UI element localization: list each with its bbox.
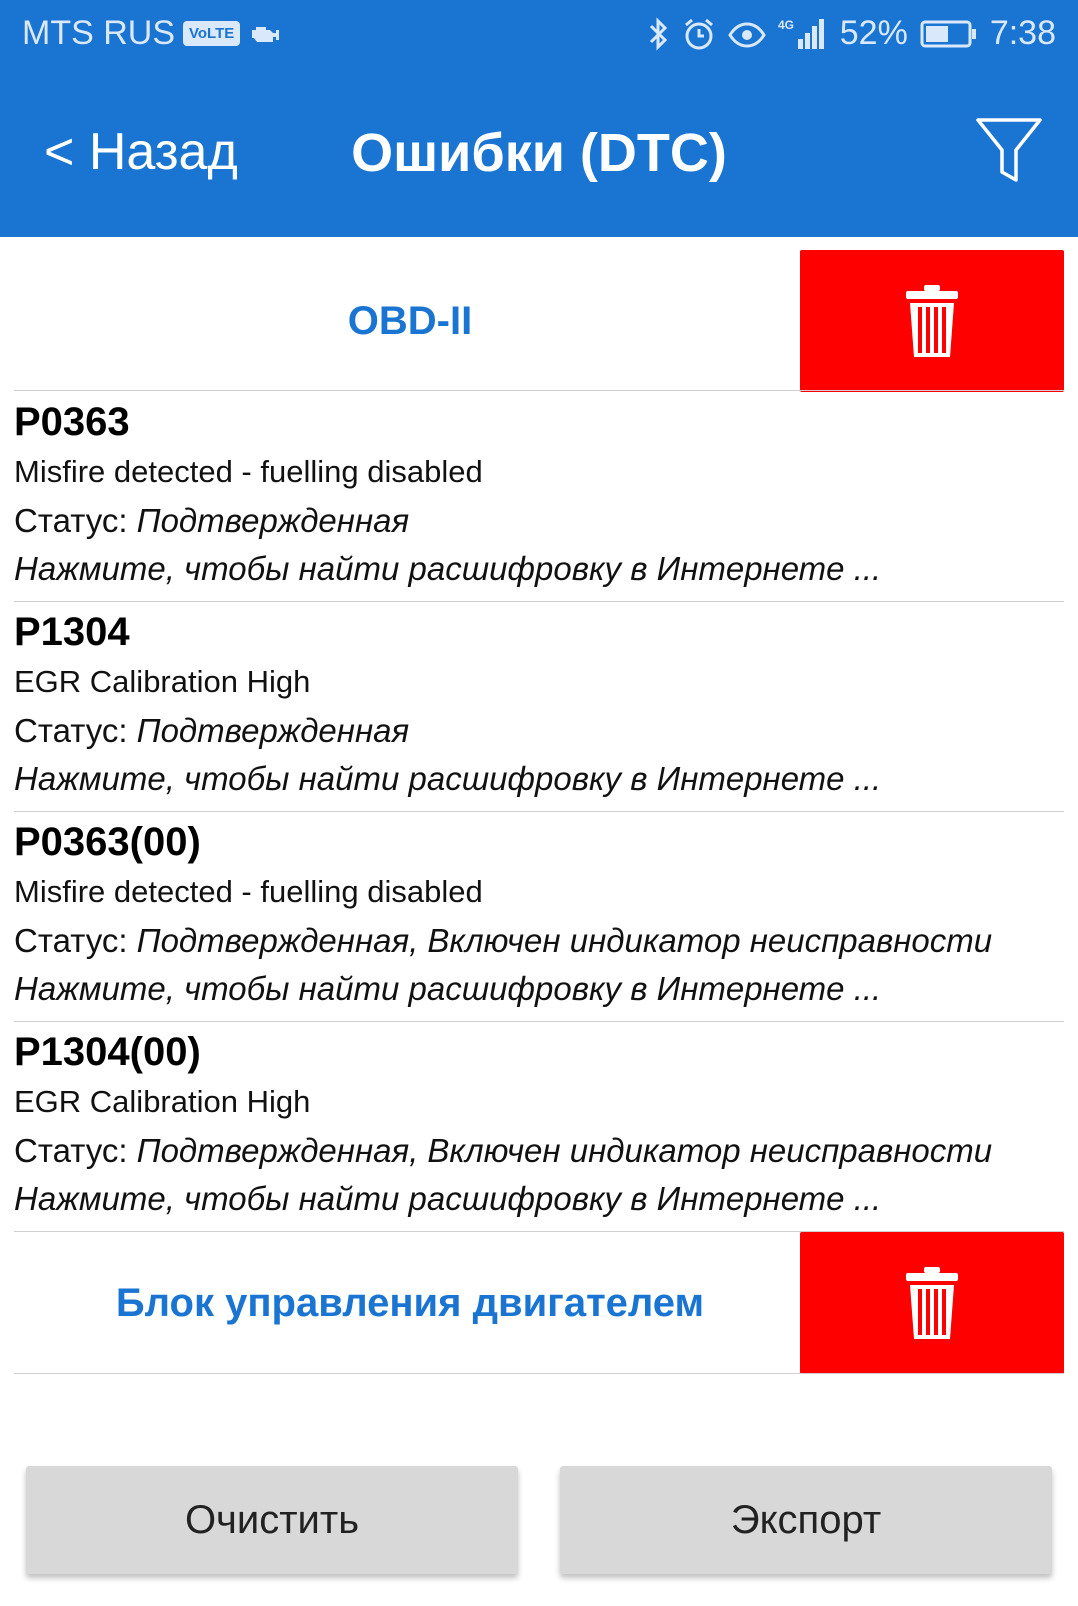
dtc-status (14, 1132, 992, 1170)
dtc-code: P0363 (14, 400, 130, 444)
dtc-code: P1304 (14, 610, 130, 654)
page-title: Ошибки (DTC) (351, 123, 727, 183)
dtc-status (14, 502, 409, 540)
check-engine-icon (248, 22, 284, 46)
alarm-icon (682, 17, 716, 51)
battery-percent: 52% (839, 14, 908, 52)
bluetooth-icon (648, 16, 670, 52)
section-title-ecu: Блок управления двигателем (115, 1280, 705, 1325)
divider (14, 390, 1064, 391)
dtc-list-item[interactable] (14, 392, 1064, 606)
export-button[interactable]: Экспорт (560, 1466, 1052, 1574)
delete-obd-button[interactable] (800, 250, 1064, 392)
app-bar (0, 72, 1078, 237)
dtc-status (14, 712, 409, 750)
eye-icon (728, 19, 766, 49)
dtc-description: Misfire detected - fuelling disabled (14, 454, 483, 489)
filter-button[interactable] (974, 114, 1044, 191)
section-header-obd (14, 250, 1064, 392)
signal-icon (778, 17, 828, 51)
dtc-list-item[interactable] (14, 602, 1064, 816)
battery-icon (920, 19, 978, 49)
divider (14, 1373, 1064, 1374)
dtc-status-value: Подтвержденная, Включен индикатор неисправности (136, 1132, 993, 1169)
status-bar (0, 0, 1078, 72)
filter-icon (974, 114, 1044, 186)
dtc-code: P0363(00) (14, 820, 201, 864)
dtc-status-value: Подтвержденная (136, 502, 410, 539)
delete-ecu-button[interactable] (800, 1232, 1064, 1374)
dtc-list-item[interactable] (14, 812, 1064, 1026)
dtc-search-link[interactable]: Нажмите, чтобы найти расшифровку в Интернете ... (14, 1180, 882, 1217)
trash-icon (904, 1265, 960, 1341)
clock: 7:38 (989, 14, 1056, 52)
dtc-description: EGR Calibration High (14, 664, 311, 699)
dtc-status-value: Подтвержденная, Включен индикатор неисправности (136, 922, 993, 959)
dtc-description: EGR Calibration High (14, 1084, 311, 1119)
dtc-search-link[interactable]: Нажмите, чтобы найти расшифровку в Интернете ... (14, 550, 882, 587)
back-button[interactable]: < Назад (44, 123, 238, 181)
dtc-search-link[interactable]: Нажмите, чтобы найти расшифровку в Интернете ... (14, 760, 882, 797)
trash-icon (904, 283, 960, 359)
section-header-ecu (14, 1232, 1064, 1374)
volte-badge: VoLTE (183, 21, 240, 46)
dtc-status-value: Подтвержденная (136, 712, 410, 749)
dtc-status-prefix: Статус: (14, 922, 137, 959)
network-type: 4G (777, 17, 794, 32)
dtc-status-prefix: Статус: (14, 502, 137, 539)
clear-button[interactable]: Очистить (26, 1466, 518, 1574)
dtc-status-prefix: Статус: (14, 712, 137, 749)
dtc-list-item[interactable] (14, 1022, 1064, 1236)
dtc-status (14, 922, 992, 960)
dtc-search-link[interactable]: Нажмите, чтобы найти расшифровку в Интернете ... (14, 970, 882, 1007)
dtc-status-prefix: Статус: (14, 1132, 137, 1169)
carrier-name: MTS RUS (22, 14, 175, 52)
section-title-obd: OBD-II (347, 298, 473, 343)
dtc-code: P1304(00) (14, 1030, 201, 1074)
dtc-description: Misfire detected - fuelling disabled (14, 874, 483, 909)
